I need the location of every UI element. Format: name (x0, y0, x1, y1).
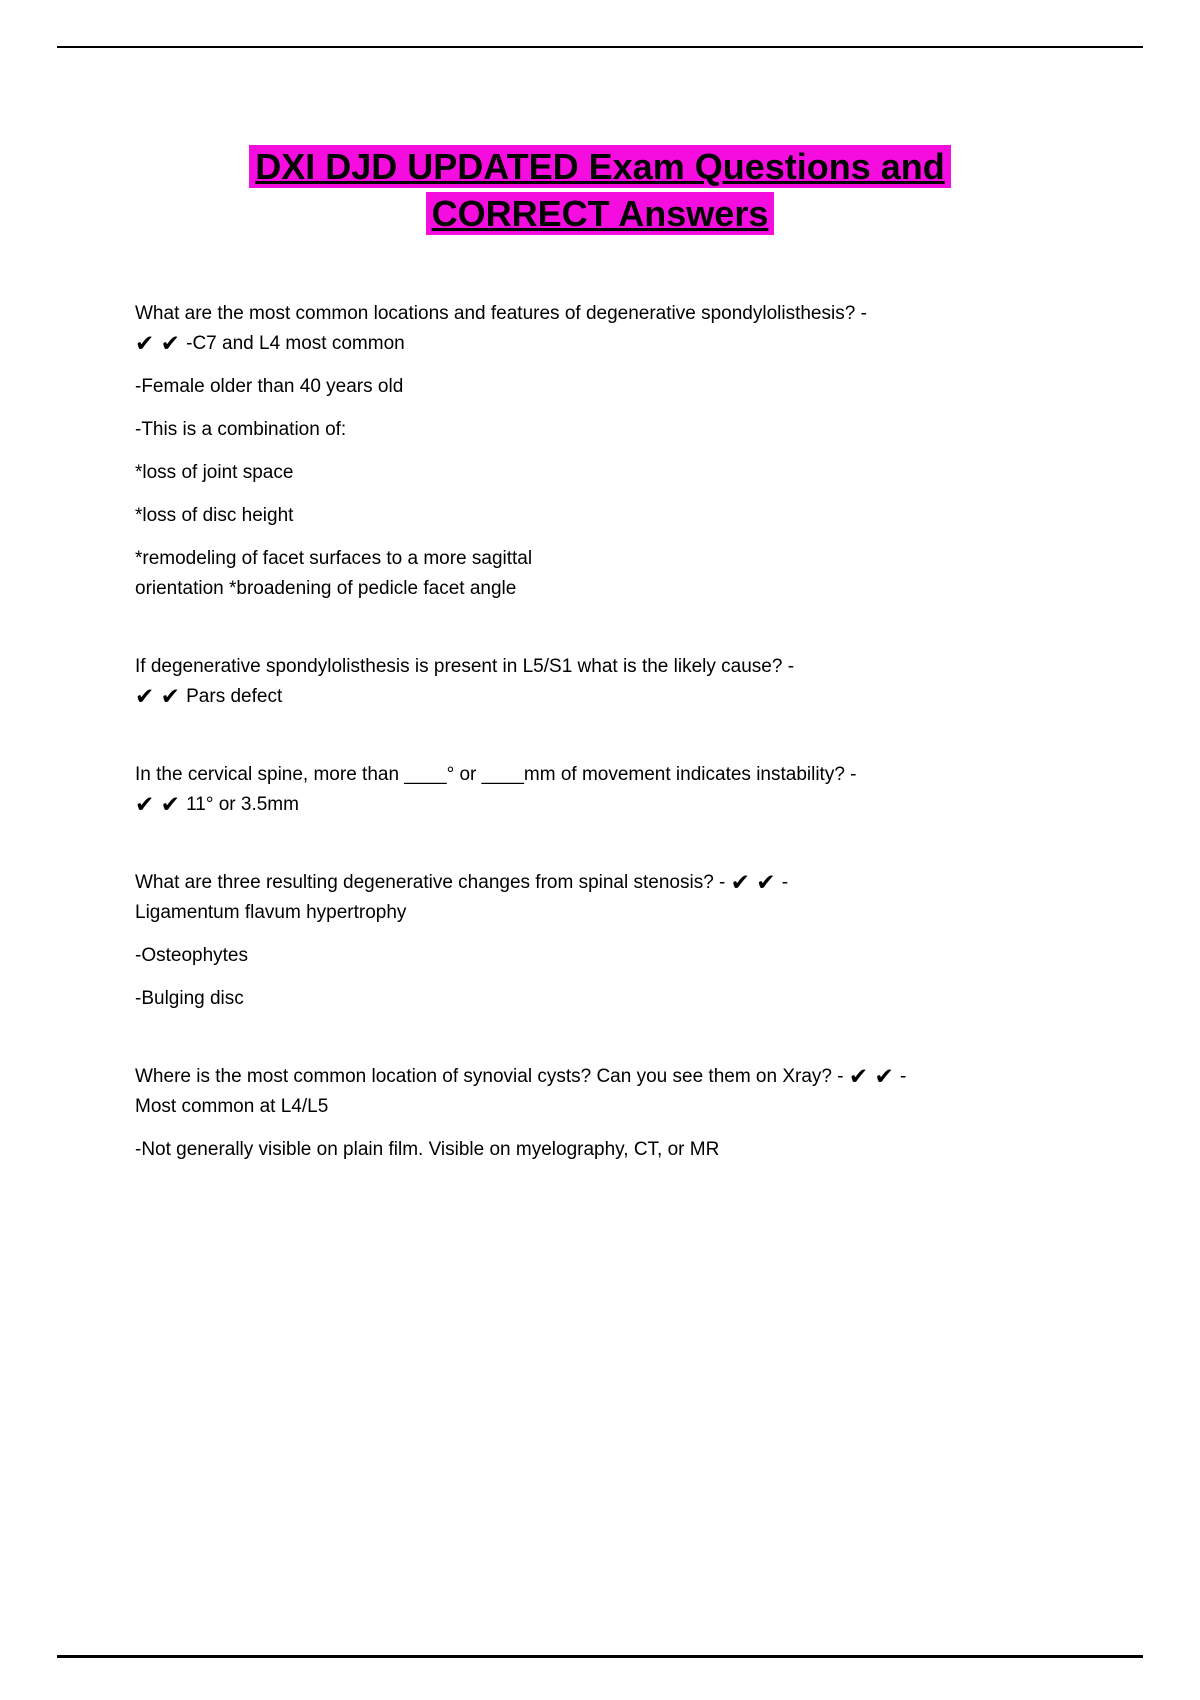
detail-text: -Osteophytes (135, 945, 248, 966)
detail-text: -This is a combination of: (135, 419, 347, 440)
check-icon: ✔ (730, 869, 751, 895)
page-title (0, 0, 1200, 237)
detail-text: -Not generally visible on plain film. Visible on myelography, CT, or MR (135, 1139, 720, 1160)
check-icon: ✔ (160, 791, 181, 817)
answer-detail (135, 984, 1080, 1014)
check-icon: ✔ (160, 330, 181, 356)
check-icon: ✔ (756, 869, 777, 895)
qa-block-4 (135, 868, 1080, 928)
check-icon: ✔ (135, 791, 156, 817)
check-icon: ✔ (874, 1063, 895, 1089)
answer-detail (135, 458, 1080, 488)
title-line-1: DXI DJD UPDATED Exam Questions and (249, 145, 950, 188)
answer-text: Ligamentum flavum hypertrophy (135, 902, 407, 923)
qa-block-3 (135, 760, 1080, 820)
answer-text: ✔ ✔ -C7 and L4 most common (135, 330, 405, 356)
answer-text: ✔ ✔ Pars defect (135, 683, 283, 709)
answer-text: Most common at L4/L5 (135, 1096, 329, 1117)
answer-detail (135, 544, 1080, 604)
detail-text: orientation *broadening of pedicle facet angle (135, 578, 517, 599)
answer-detail (135, 941, 1080, 971)
question-text: In the cervical spine, more than ____° or ____mm of movement indicates instability? - (135, 764, 857, 785)
question-text: If degenerative spondylolisthesis is present in L5/S1 what is the likely cause? - (135, 656, 795, 677)
qa-block-5 (135, 1062, 1080, 1122)
answer-detail (135, 372, 1080, 402)
check-icon: ✔ (135, 330, 156, 356)
qa-block-1 (135, 299, 1080, 359)
question-text: Where is the most common location of synovial cysts? Can you see them on Xray? - ✔ ✔ - (135, 1063, 907, 1089)
detail-text: *loss of disc height (135, 505, 294, 526)
top-rule (57, 46, 1143, 48)
detail-text: *remodeling of facet surfaces to a more sagittal (135, 548, 533, 569)
answer-detail (135, 501, 1080, 531)
document-body (0, 237, 1200, 1165)
answer-detail (135, 1135, 1080, 1165)
check-icon: ✔ (848, 1063, 870, 1089)
answer-text: ✔ ✔ 11° or 3.5mm (135, 791, 299, 817)
detail-text: -Female older than 40 years old (135, 376, 404, 397)
qa-block-2 (135, 652, 1080, 712)
question-text: What are three resulting degenerative changes from spinal stenosis? - ✔ ✔ - (135, 869, 789, 895)
detail-text: *loss of joint space (135, 462, 294, 483)
check-icon: ✔ (160, 683, 181, 709)
title-line-2: CORRECT Answers (426, 192, 775, 235)
detail-text: -Bulging disc (135, 988, 244, 1009)
answer-detail (135, 415, 1080, 445)
check-icon: ✔ (135, 683, 156, 709)
question-text: What are the most common locations and features of degenerative spondylolisthesis? - (135, 303, 867, 324)
bottom-rule (57, 1655, 1143, 1658)
